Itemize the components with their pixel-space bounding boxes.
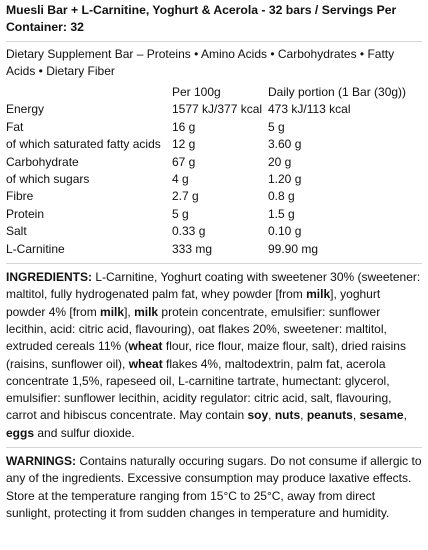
nutrition-table: [6, 84, 418, 258]
daily-portion-value: 1.5 g: [268, 206, 295, 221]
daily-portion-value: 0.8 g: [268, 189, 295, 204]
table-row: [6, 223, 418, 240]
nutrient-name: Fibre: [6, 189, 34, 204]
column-header-daily-portion: Daily portion (1 Bar (30g)): [268, 85, 407, 99]
warnings-label: WARNINGS:: [6, 454, 76, 469]
ingredient-text: ,: [403, 408, 407, 423]
table-row: [6, 241, 418, 258]
nutrient-name: Salt: [6, 224, 27, 239]
ingredients-paragraph: [6, 269, 422, 442]
ingredient-text: flakes 4%, maltodextrin, palm fat, acerola concentrate 1,5%, rapeseed oil, L-carnitine tartrate, humectant: glycerol, emulsifier: sunflower lecithin, acidity regulator: citric acid, salt, flavouring, carrot and hibiscus concentrate. May contain: [6, 356, 392, 423]
allergen-text: nuts: [274, 408, 301, 423]
nutrient-name: Fat: [6, 119, 24, 134]
allergen-text: eggs: [6, 425, 35, 440]
per-100g-value: 1577 kJ/377 kcal: [172, 102, 263, 117]
allergen-text: wheat: [128, 356, 163, 371]
daily-portion-value: 473 kJ/113 kcal: [268, 102, 351, 117]
table-row: [6, 101, 418, 118]
daily-portion-value: 1.20 g: [268, 172, 302, 187]
ingredient-text: protein concentrate, emulsifier: sunflower lecithin, acid: citric acid, flavouring), oat flakes 20%, sweetener: maltitol, extruded cereals 11% (: [6, 304, 387, 354]
divider: [6, 263, 422, 264]
allergen-text: peanuts: [306, 408, 353, 423]
daily-portion-value: 5 g: [268, 119, 285, 134]
divider: [6, 447, 422, 448]
per-100g-value: 12 g: [172, 137, 196, 152]
ingredients-label: INGREDIENTS:: [6, 270, 93, 285]
per-100g-value: 16 g: [172, 119, 196, 134]
per-100g-value: 5 g: [172, 206, 189, 221]
nutrient-name: L-Carnitine: [6, 241, 65, 256]
warnings-paragraph: [6, 453, 422, 522]
allergen-text: milk: [100, 304, 125, 319]
table-header-row: [6, 84, 418, 101]
ingredient-text: flour, rice flour, maize flour, salt), dried raisins (raisins, sunflower oil),: [6, 339, 406, 371]
ingredient-text: L-Carnitine, Yoghurt coating with sweetener 30% (sweetener: maltitol, fully hydrogenated palm fat, whey powder [from: [6, 270, 421, 302]
per-100g-value: 4 g: [172, 172, 189, 187]
product-subtitle: Dietary Supplement Bar – Proteins • Amino Acids • Carbohydrates • Fatty Acids • Dietary Fiber: [6, 47, 395, 78]
allergen-text: milk: [134, 304, 159, 319]
per-100g-value: 2.7 g: [172, 189, 199, 204]
allergen-text: soy: [247, 408, 269, 423]
per-100g-value: 0.33 g: [172, 224, 206, 239]
table-row: [6, 119, 418, 136]
daily-portion-value: 0.10 g: [268, 224, 302, 239]
nutrient-name: Energy: [6, 102, 45, 117]
column-header-per-100g: Per 100g: [172, 85, 221, 99]
divider: [6, 41, 422, 42]
ingredients-text: [6, 270, 420, 440]
ingredient-text: and sulfur dioxide.: [34, 425, 135, 440]
ingredient-text: ,: [268, 408, 275, 423]
table-row: [6, 188, 418, 205]
ingredient-text: ],: [124, 304, 135, 319]
daily-portion-value: 20 g: [268, 154, 292, 169]
table-row: [6, 171, 418, 188]
ingredient-text: ], yoghurt powder 4% [from: [6, 287, 381, 319]
table-row: [6, 136, 418, 153]
nutrient-name: of which saturated fatty acids: [6, 137, 161, 152]
nutrient-name: Carbohydrate: [6, 154, 79, 169]
allergen-text: sesame: [359, 408, 404, 423]
daily-portion-value: 3.60 g: [268, 137, 302, 152]
allergen-text: wheat: [128, 339, 163, 354]
warnings-text: Contains naturally occuring sugars. Do not consume if allergic to any of the ingredients. Excessive consumption may produce laxative effects. Store at the temperature ranging from 15°C to 25°C, away from direct sunlight, protecting it from sudden changes in temperature and humidity.: [6, 454, 422, 520]
per-100g-value: 333 mg: [172, 241, 213, 256]
nutrient-name: of which sugars: [6, 172, 90, 187]
per-100g-value: 67 g: [172, 154, 196, 169]
daily-portion-value: 99.90 mg: [268, 241, 319, 256]
allergen-text: milk: [306, 287, 331, 302]
product-title: Muesli Bar + L-Carnitine, Yoghurt & Acerola - 32 bars / Servings Per Container: 32: [6, 3, 397, 34]
nutrient-name: Protein: [6, 206, 45, 221]
column-header: [6, 84, 172, 101]
ingredient-text: ,: [300, 408, 307, 423]
table-row: [6, 206, 418, 223]
table-row: [6, 154, 418, 171]
ingredient-text: ,: [352, 408, 360, 423]
